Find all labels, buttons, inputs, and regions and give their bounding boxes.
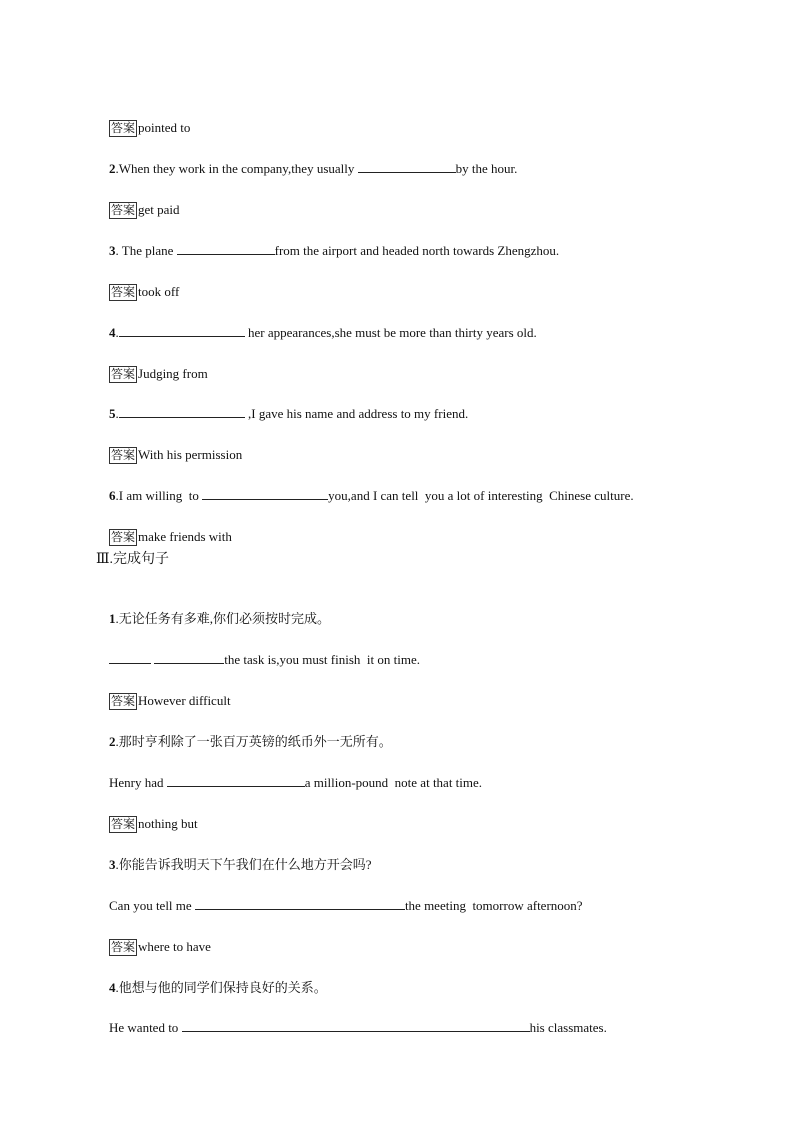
sentence-text-post: the meeting tomorrow afternoon?	[404, 898, 583, 913]
question-text-post: her appearances,she must be more than thirty years old.	[244, 325, 537, 340]
answer-text: Judging from	[138, 366, 208, 381]
question-number: 1	[109, 611, 116, 626]
section-heading: Ⅲ.完成句子	[96, 552, 170, 567]
answer-blank	[202, 487, 328, 500]
question-text-post: by the hour.	[455, 161, 518, 176]
sentence-text-post: the task is,you must finish it on time.	[224, 652, 420, 667]
question-number: 3	[109, 243, 116, 258]
question-number: 6	[109, 488, 116, 503]
answer-label: 答案	[111, 530, 136, 544]
question-text-pre: . The plane	[115, 243, 177, 258]
answer-label: 答案	[111, 367, 136, 381]
answer-blank	[195, 897, 405, 910]
answer-blank	[119, 324, 245, 337]
answer-blank	[177, 242, 275, 255]
answer-text: pointed to	[138, 120, 191, 135]
question-text-pre: .	[115, 406, 119, 421]
answer-blank	[119, 405, 245, 418]
chinese-text: .无论任务有多难,你们必须按时完成。	[115, 611, 331, 626]
sentence-text-pre: He wanted to	[109, 1020, 182, 1035]
sentence-text-pre: Henry had	[109, 775, 167, 790]
question-number: 2	[109, 161, 116, 176]
question-text-pre: .I am willing to	[115, 488, 203, 503]
sentence-text-pre: Can you tell me	[109, 898, 195, 913]
answer-label: 答案	[111, 285, 136, 299]
answer-blank	[167, 774, 305, 787]
question-text-post: from the airport and headed north towards Zhengzhou.	[274, 243, 560, 258]
answer-label: 答案	[111, 448, 136, 462]
answer-text: make friends with	[138, 529, 232, 544]
answer-blank	[358, 160, 456, 173]
answer-label: 答案	[111, 203, 136, 217]
sentence-text-post: his classmates.	[529, 1020, 607, 1035]
question-text-post: you,and I can tell you a lot of interesting Chinese culture.	[328, 488, 634, 503]
question-number: 5	[109, 406, 116, 421]
answer-text: where to have	[138, 939, 211, 954]
question-text-pre: .When they work in the company,they usually	[115, 161, 358, 176]
answer-text: nothing but	[138, 816, 198, 831]
answer-text: get paid	[138, 202, 180, 217]
answer-blank	[182, 1019, 530, 1032]
question-number: 4	[109, 980, 116, 995]
answer-label: 答案	[111, 817, 136, 831]
answer-blank	[109, 651, 151, 664]
question-number: 3	[109, 857, 116, 872]
answer-text: took off	[138, 284, 180, 299]
answer-label: 答案	[111, 121, 136, 135]
sentence-text-post: a million-pound note at that time.	[304, 775, 483, 790]
chinese-text: .那时亨利除了一张百万英镑的纸币外一无所有。	[115, 734, 392, 749]
question-number: 4	[109, 325, 116, 340]
fill-line-4	[96, 1001, 607, 1055]
answer-text: With his permission	[138, 447, 243, 462]
answer-text: However difficult	[138, 693, 231, 708]
answer-blank	[154, 651, 224, 664]
chinese-text: .你能告诉我明天下午我们在什么地方开会吗?	[115, 857, 372, 872]
chinese-text: .他想与他的同学们保持良好的关系。	[115, 980, 327, 995]
answer-label: 答案	[111, 940, 136, 954]
answer-label: 答案	[111, 694, 136, 708]
question-number: 2	[109, 734, 116, 749]
question-text-pre: .	[115, 325, 119, 340]
question-text-post: ,I gave his name and address to my friend.	[244, 406, 469, 421]
